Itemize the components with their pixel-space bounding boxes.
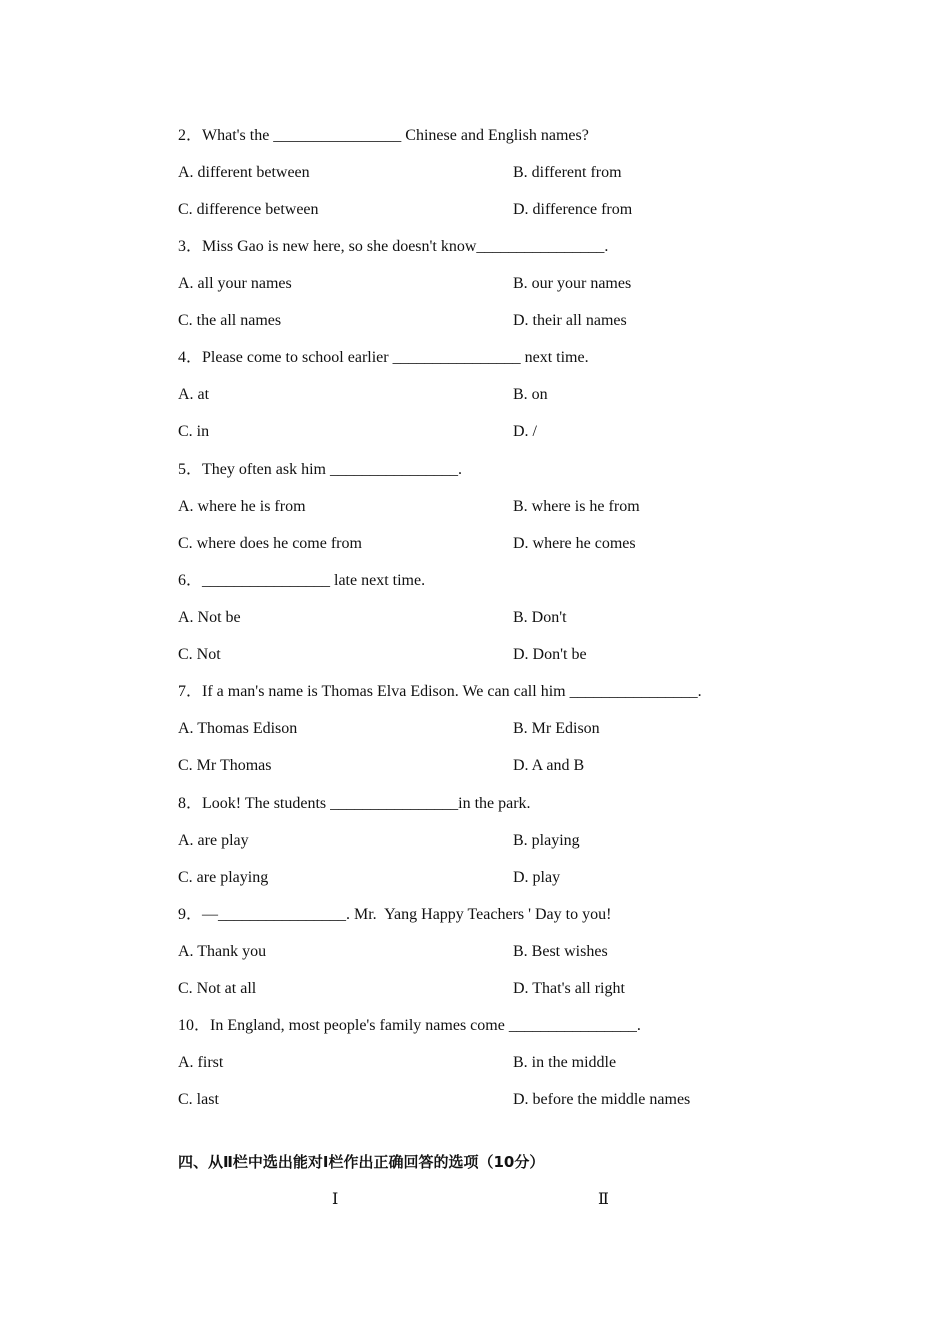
option-5b: B. where is he from	[513, 498, 640, 515]
option-2a: A. different between	[178, 164, 310, 181]
option-10a: A. first	[178, 1054, 224, 1071]
option-7d: D. A and B	[513, 757, 585, 774]
question-2: 2．What's the ________________ Chinese and English names?	[178, 127, 589, 144]
option-4d: D. /	[513, 423, 537, 440]
option-7c: C. Mr Thomas	[178, 757, 272, 774]
option-8b: B. playing	[513, 832, 580, 849]
column-1-label: Ⅰ	[332, 1191, 339, 1208]
option-7a: A. Thomas Edison	[178, 720, 298, 737]
question-4: 4．Please come to school earlier ________________ next time.	[178, 349, 589, 366]
option-6a: A. Not be	[178, 609, 241, 626]
option-5c: C. where does he come from	[178, 535, 362, 552]
option-3d: D. their all names	[513, 312, 627, 329]
option-2b: B. different from	[513, 164, 622, 181]
option-2c: C. difference between	[178, 201, 319, 218]
option-10c: C. last	[178, 1091, 219, 1108]
option-6d: D. Don't be	[513, 646, 587, 663]
question-3: 3．Miss Gao is new here, so she doesn't know________________.	[178, 238, 609, 255]
question-6: 6．________________ late next time.	[178, 572, 426, 589]
option-4b: B. on	[513, 386, 548, 403]
option-3a: A. all your names	[178, 275, 292, 292]
question-5: 5．They often ask him ________________.	[178, 461, 462, 478]
option-5d: D. where he comes	[513, 535, 636, 552]
option-8a: A. are play	[178, 832, 249, 849]
option-9d: D. That's all right	[513, 980, 625, 997]
option-10b: B. in the middle	[513, 1054, 617, 1071]
option-6b: B. Don't	[513, 609, 567, 626]
option-3b: B. our your names	[513, 275, 632, 292]
option-2d: D. difference from	[513, 201, 633, 218]
column-2-label: Ⅱ	[598, 1191, 609, 1208]
question-9: 9．—________________. Mr. Yang Happy Teachers ' Day to you!	[178, 906, 612, 923]
option-9c: C. Not at all	[178, 980, 257, 997]
question-8: 8．Look! The students ________________in the park.	[178, 795, 531, 812]
option-9b: B. Best wishes	[513, 943, 608, 960]
option-5a: A. where he is from	[178, 498, 306, 515]
option-9a: A. Thank you	[178, 943, 267, 960]
option-3c: C. the all names	[178, 312, 282, 329]
option-6c: C. Not	[178, 646, 221, 663]
question-10: 10．In England, most people's family names come ________________.	[178, 1017, 641, 1034]
option-8d: D. play	[513, 869, 561, 886]
question-7: 7．If a man's name is Thomas Elva Edison. We can call him ________________.	[178, 683, 702, 700]
section-4-heading: 四、从Ⅱ栏中选出能对Ⅰ栏作出正确回答的选项（10分）	[178, 1153, 545, 1171]
option-10d: D. before the middle names	[513, 1091, 691, 1108]
option-8c: C. are playing	[178, 869, 269, 886]
option-7b: B. Mr Edison	[513, 720, 600, 737]
option-4c: C. in	[178, 423, 210, 440]
option-4a: A. at	[178, 386, 210, 403]
